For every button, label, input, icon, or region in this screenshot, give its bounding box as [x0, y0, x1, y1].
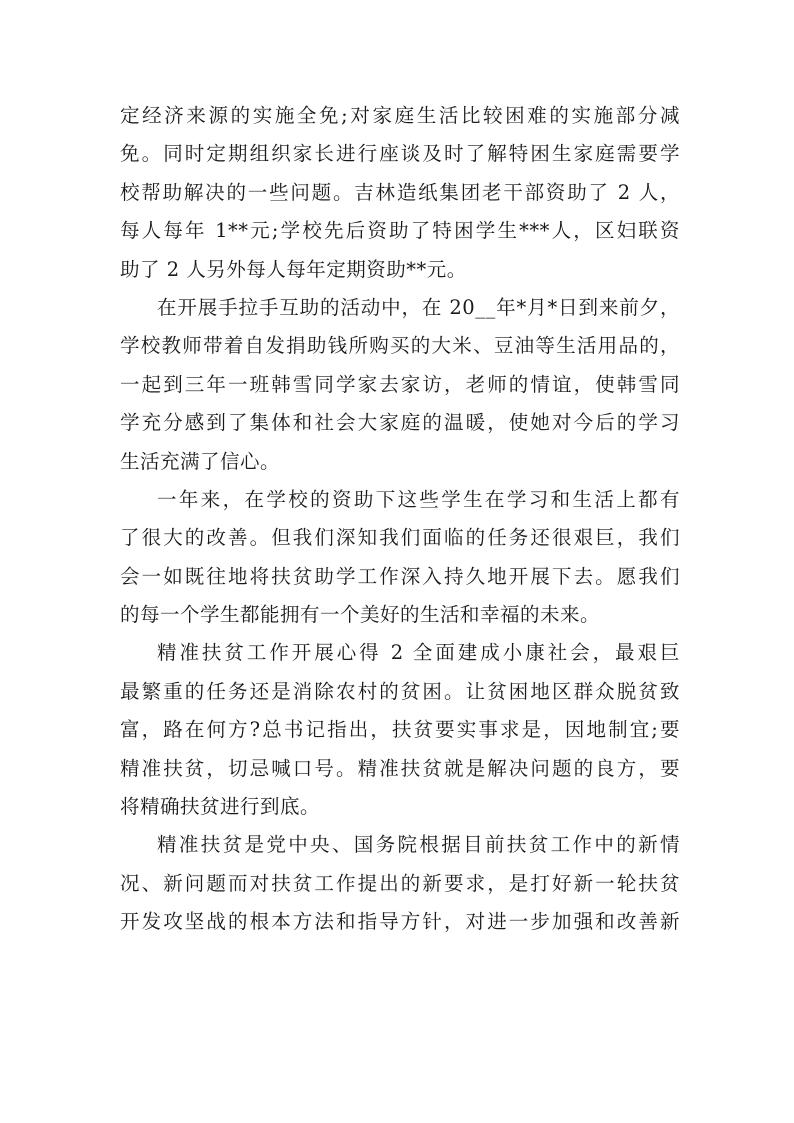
text-line: 精准扶贫是党中央、国务院根据目前扶贫工作中的新情	[157, 833, 680, 857]
text-line: 开发攻坚战的根本方法和指导方针，对进一步加强和改善新	[120, 910, 680, 934]
text-line: 一年来，在学校的资助下这些学生在学习和生活上都有	[157, 487, 680, 511]
text-line: 富，路在何方?总书记指出，扶贫要实事求是，因地制宜;要	[120, 718, 680, 742]
text-line: 学校教师带着自发捐助钱所购买的大米、豆油等生活用品的，	[120, 334, 680, 358]
paragraph-p3	[120, 481, 680, 635]
text-line: 学充分感到了集体和社会大家庭的温暖，使她对今后的学习	[120, 411, 680, 435]
document-body	[120, 97, 680, 942]
text-line: 况、新问题而对扶贫工作提出的新要求，是打好新一轮扶贫	[120, 871, 680, 895]
text-line: 精准扶贫工作开展心得 2 全面建成小康社会，最艰巨	[157, 641, 680, 665]
text-line: 将精确扶贫进行到底。	[120, 795, 321, 819]
text-line: 精准扶贫，切忌喊口号。精准扶贫就是解决问题的良方，要	[120, 756, 680, 780]
text-line: 在开展手拉手互助的活动中，在 20__年*月*日到来前夕，	[157, 295, 680, 319]
text-line: 最繁重的任务还是消除农村的贫困。让贫困地区群众脱贫致	[120, 679, 680, 703]
text-line: 免。同时定期组织家长进行座谈及时了解特困生家庭需要学	[120, 142, 680, 166]
text-line: 的每一个学生都能拥有一个美好的生活和幸福的未来。	[120, 603, 601, 627]
text-line: 每人每年 1**元;学校先后资助了特困学生***人，区妇联资	[120, 219, 680, 243]
paragraph-p2	[120, 289, 680, 481]
text-line: 助了 2 人另外每人每年定期资助**元。	[120, 257, 467, 281]
paragraph-p1	[120, 97, 680, 289]
text-line: 校帮助解决的一些问题。吉林造纸集团老干部资助了 2 人，	[120, 180, 680, 204]
paragraph-p5	[120, 826, 680, 941]
text-line: 生活充满了信心。	[120, 449, 281, 473]
paragraph-p4	[120, 634, 680, 826]
text-line: 了很大的改善。但我们深知我们面临的任务还很艰巨，我们	[120, 526, 680, 550]
text-line: 会一如既往地将扶贫助学工作深入持久地开展下去。愿我们	[120, 564, 680, 588]
text-line: 一起到三年一班韩雪同学家去家访，老师的情谊，使韩雪同	[120, 372, 680, 396]
text-line: 定经济来源的实施全免;对家庭生活比较困难的实施部分减	[120, 104, 680, 127]
